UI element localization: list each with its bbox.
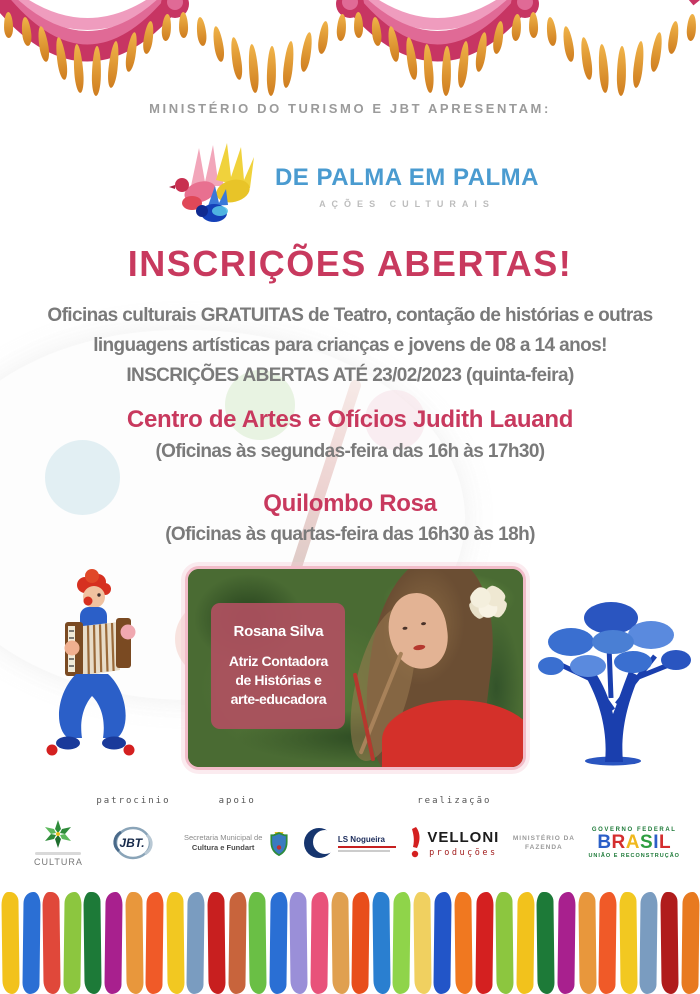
tassel bbox=[597, 44, 610, 93]
velloni-figure-icon bbox=[409, 826, 423, 860]
patrocinio-label: patrocinio bbox=[96, 796, 171, 806]
cultura-label: CULTURA bbox=[34, 857, 83, 867]
stripe bbox=[125, 892, 143, 994]
presents-line: MINISTÉRIO DO TURISMO E JBT APRESENTAM: bbox=[149, 101, 551, 116]
instructor-label bbox=[211, 603, 345, 730]
venue-1-name: Centro de Artes e Ofícios Judith Lauand bbox=[126, 406, 574, 433]
tassel bbox=[36, 26, 50, 63]
stripe bbox=[496, 892, 514, 994]
tassel bbox=[473, 31, 488, 72]
tassel bbox=[456, 41, 470, 88]
ls-nogueira-small-text bbox=[338, 850, 390, 852]
tassel bbox=[54, 36, 69, 80]
tassel bbox=[298, 31, 313, 72]
stripe bbox=[454, 892, 472, 994]
hero-body-line: Oficinas culturais GRATUITAS de Teatro, contação de histórias e outras bbox=[47, 305, 653, 326]
stripe bbox=[63, 892, 81, 994]
secretaria-text: Secretaria Municipal de Cultura e Fundart bbox=[184, 833, 263, 852]
footer-stripes bbox=[0, 892, 700, 994]
sponsor-velloni bbox=[409, 796, 499, 872]
tassel bbox=[370, 16, 382, 46]
stripe bbox=[166, 892, 184, 994]
tassel bbox=[422, 44, 435, 93]
tassel bbox=[72, 44, 85, 93]
stripe bbox=[1, 892, 19, 994]
sponsor-cultura bbox=[34, 796, 83, 872]
governo-federal-text: GOVERNO FEDERAL bbox=[591, 827, 677, 833]
tassel bbox=[142, 21, 156, 55]
stripe bbox=[249, 892, 267, 994]
blue-tree-icon bbox=[533, 580, 695, 766]
stripe bbox=[146, 892, 164, 994]
stripe bbox=[310, 892, 328, 994]
stripe bbox=[351, 892, 369, 994]
stripe bbox=[22, 892, 40, 994]
tassel bbox=[667, 21, 681, 55]
tassel bbox=[106, 41, 120, 88]
stripe bbox=[475, 892, 493, 994]
stripe bbox=[619, 892, 637, 994]
sponsor-governo-federal bbox=[588, 796, 680, 872]
jbt-text: JBT. bbox=[119, 836, 145, 850]
tassel bbox=[179, 12, 189, 38]
venue-2-schedule: (Oficinas às quartas-feira das 16h30 às 18h) bbox=[165, 524, 535, 545]
sponsor-secretaria bbox=[184, 796, 290, 872]
tassel bbox=[266, 46, 276, 96]
stripe bbox=[104, 892, 122, 994]
stripe bbox=[516, 892, 534, 994]
tassel bbox=[616, 46, 626, 96]
photo-eye bbox=[402, 626, 407, 630]
velloni-logo bbox=[409, 826, 499, 860]
tassel bbox=[561, 26, 575, 63]
cultura-star-icon bbox=[43, 819, 73, 849]
tassel bbox=[545, 16, 557, 46]
stripe bbox=[43, 892, 61, 994]
stripe bbox=[331, 892, 349, 994]
brasil-wordmark: BRASIL bbox=[597, 832, 672, 853]
tassel bbox=[91, 46, 101, 96]
stripe bbox=[84, 892, 102, 994]
tassel bbox=[336, 14, 347, 42]
stripe bbox=[290, 892, 308, 994]
jbt-logo bbox=[109, 823, 157, 863]
tassel bbox=[686, 14, 697, 42]
crescent-icon bbox=[304, 828, 334, 858]
sponsors-row bbox=[34, 796, 680, 872]
municipal-crest-icon bbox=[268, 829, 290, 857]
ls-nogueira-logo bbox=[304, 828, 396, 858]
headline: INSCRIÇÕES ABERTAS! bbox=[127, 243, 573, 284]
red-dress bbox=[382, 700, 526, 770]
uniao-reconstrucao-text: UNIÃO E RECONSTRUÇÃO bbox=[588, 853, 680, 859]
stripe bbox=[187, 892, 205, 994]
hero-body-line: linguagens artísticas para crianças e jovens de 08 a 14 anos! bbox=[93, 335, 607, 356]
stripe bbox=[599, 892, 617, 994]
tassel bbox=[386, 26, 400, 63]
stripe bbox=[640, 892, 658, 994]
tassel bbox=[579, 36, 594, 80]
birds-logo-icon bbox=[161, 140, 261, 232]
stripe bbox=[393, 892, 411, 994]
cultura-small-text bbox=[35, 852, 81, 855]
stripe bbox=[537, 892, 555, 994]
stripe bbox=[269, 892, 287, 994]
tassel bbox=[511, 14, 522, 42]
ls-nogueira-rule bbox=[338, 846, 396, 848]
tassel bbox=[247, 44, 260, 93]
stripe bbox=[434, 892, 452, 994]
instructor-role: Atriz Contadora de Histórias e arte-educadora bbox=[228, 653, 328, 708]
venue-2-name: Quilombo Rosa bbox=[263, 490, 437, 517]
tassel bbox=[648, 31, 663, 72]
sponsor-jbt bbox=[96, 796, 170, 872]
tassel bbox=[4, 12, 14, 38]
stripe bbox=[228, 892, 246, 994]
logo-block bbox=[0, 140, 700, 232]
accordion-player-illustration bbox=[28, 568, 158, 771]
photo-eye bbox=[421, 622, 426, 626]
tassel bbox=[492, 21, 506, 55]
governo-federal-logo bbox=[588, 827, 680, 859]
stripe bbox=[207, 892, 225, 994]
tassel bbox=[317, 21, 331, 55]
stripe bbox=[660, 892, 678, 994]
stripe bbox=[681, 892, 699, 994]
logo-subtitle: AÇÕES CULTURAIS bbox=[319, 198, 495, 209]
stripe bbox=[578, 892, 596, 994]
stripe bbox=[557, 892, 575, 994]
ls-nogueira-text: LS Nogueira bbox=[337, 834, 385, 844]
tassel bbox=[211, 26, 225, 63]
stripe bbox=[413, 892, 431, 994]
tassel bbox=[354, 12, 364, 38]
hero-body-line: INSCRIÇÕES ABERTAS ATÉ 23/02/2023 (quinta-feira) bbox=[126, 365, 574, 386]
tassel bbox=[404, 36, 419, 80]
tassel bbox=[123, 31, 138, 72]
ministerio-fazenda-text: MINISTÉRIO DA FAZENDA bbox=[512, 835, 575, 851]
venue-1-schedule: (Oficinas às segundas-feira das 16h às 17h30) bbox=[155, 441, 545, 462]
logo-text bbox=[275, 164, 539, 209]
stripe bbox=[372, 892, 390, 994]
tassel bbox=[161, 14, 172, 42]
white-flower bbox=[469, 585, 507, 621]
apoio-label: apoio bbox=[218, 796, 256, 806]
tassel bbox=[281, 41, 295, 88]
hero-body bbox=[0, 301, 700, 391]
tassel bbox=[195, 16, 207, 46]
accordion-player-icon bbox=[28, 568, 158, 766]
tassel bbox=[631, 41, 645, 88]
sponsor-fazenda bbox=[513, 796, 575, 872]
logo-title: DE PALMA EM PALMA bbox=[274, 163, 540, 191]
photo-lips bbox=[413, 644, 426, 651]
tassel bbox=[529, 12, 539, 38]
sponsor-ls-nogueira bbox=[304, 796, 396, 872]
blue-tree-illustration bbox=[533, 580, 695, 771]
velloni-sub-text: produções bbox=[429, 847, 498, 858]
velloni-text: VELLONI bbox=[427, 828, 500, 846]
instructor-name: Rosana Silva bbox=[233, 623, 324, 641]
tassel bbox=[441, 46, 451, 96]
tassel bbox=[20, 16, 32, 46]
realizacao-label: realização bbox=[417, 796, 492, 806]
instructor-photo-card bbox=[185, 566, 526, 770]
tassel bbox=[229, 36, 244, 80]
